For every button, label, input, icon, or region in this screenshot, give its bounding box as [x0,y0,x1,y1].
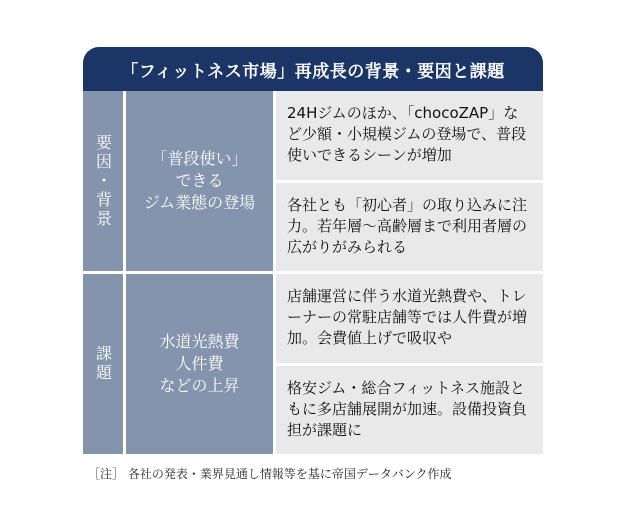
detail-cell: 24Hジムのほか、「chocoZAP」など少額・小規模ジムの登場で、普段使いできるシーンが増加 [276,91,543,180]
category-issues: 課題 [83,274,123,454]
summary-table [83,47,543,454]
table-body [83,91,543,454]
category-factors: 要因・背景 [83,91,123,271]
summary-factors: 「普段使い」 できる ジム業態の登場 [126,91,273,271]
source-note: ［注］ 各社の発表・業界見通し情報等を基に帝国データバンク作成 [88,467,452,481]
table-title: 「フィットネス市場」再成長の背景・要因と課題 [83,47,543,91]
detail-cell: 格安ジム・総合フィットネス施設ともに多店舗展開が加速。設備投資負担が課題に [276,366,543,454]
detail-cell: 各社とも「初心者」の取り込みに注力。若年層〜高齢層まで利用者層の広がりがみられる [276,183,543,271]
summary-issues: 水道光熱費 人件費 などの上昇 [126,274,273,454]
detail-cell: 店舗運営に伴う水道光熱費や、トレーナーの常駐店舗等では人件費が増加。会費値上げで吸収や [276,274,543,363]
